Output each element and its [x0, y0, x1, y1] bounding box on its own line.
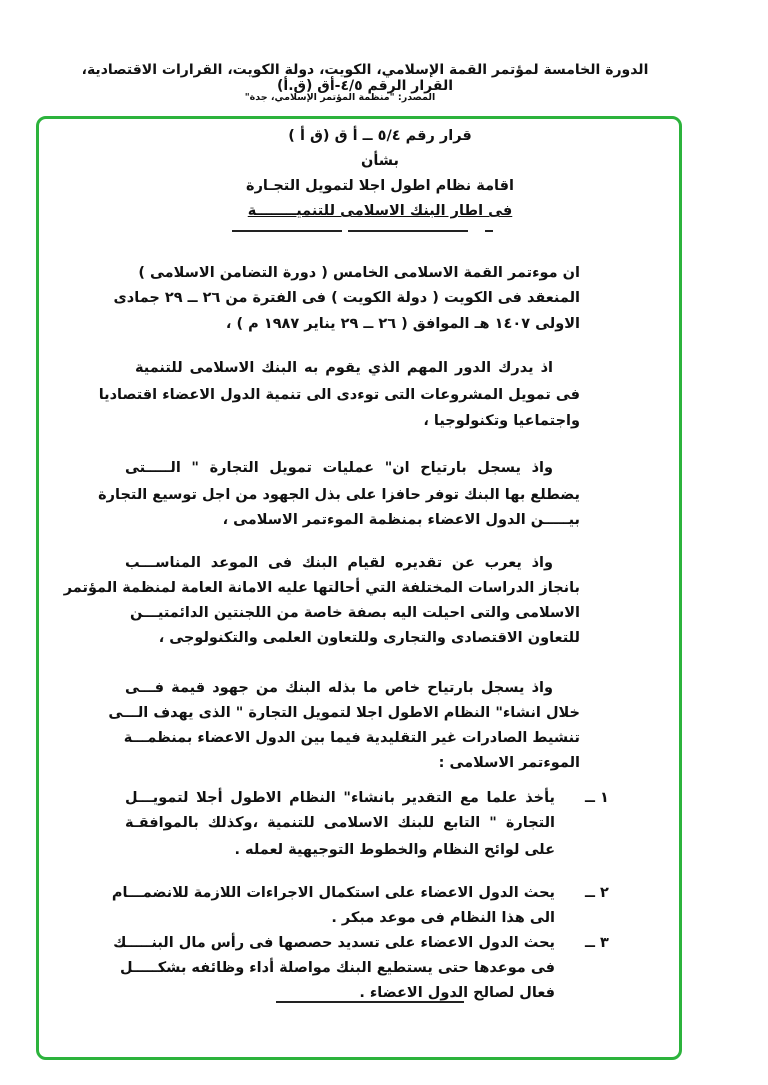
paragraph-line: يضطلع بها البنك توفر حافزا على بذل الجهود من اجل توسيع التجارة: [98, 487, 580, 503]
item-line: يأخذ علما مع التقدير بانشاء" النظام الاطول أجلا لتمويـــل: [125, 790, 555, 806]
paragraph-line: فى تمويل المشروعات التى توءدى الى تنمية الدول الاعضاء اقتصاديا: [98, 387, 580, 403]
paragraph-line: خلال انشاء" النظام الاطول اجلا لتمويل التجارة " الذى يهدف الـــى: [108, 705, 580, 721]
paragraph-line: بيـــــن الدول الاعضاء بمنظمة الموءتمر الاسلامى ،: [222, 512, 580, 528]
resolution-subject-line-2: فى اطار البنك الاسلامى للتنميــــــــة: [247, 203, 513, 219]
title-underline: [348, 230, 468, 232]
paragraph-line: الاولى ١٤٠٧ هـ الموافق ( ٢٦ ــ ٢٩ يناير ١٩٨٧ م ) ،: [225, 316, 580, 332]
paragraph-line: اذ يدرك الدور المهم الذي يقوم به البنك الاسلامى للتنمية: [135, 360, 553, 376]
closing-rule: [276, 1001, 464, 1003]
item-line: فى موعدها حتى يستطيع البنك مواصلة أداء وظائفه بشكـــــل: [120, 960, 555, 976]
resolution-regarding: بشأن: [360, 153, 400, 169]
paragraph-line: واجتماعيا وتكنولوجيا ،: [423, 413, 580, 429]
title-underline: [485, 230, 493, 232]
item-number: ٢ ــ: [585, 885, 609, 901]
document-header-title: الدورة الخامسة لمؤتمر القمة الإسلامي، الكويت، دولة الكويت، القرارات الاقتصادية، القرار الرقم ٤/٥-أق (ق.أ): [81, 62, 649, 94]
item-line: فعال لصالح الدول الاعضاء .: [359, 985, 555, 1001]
title-underline: [232, 230, 342, 232]
paragraph-line: واذ يسجل بارتياح ان" عمليات تمويل التجارة " الـــــتى: [125, 460, 553, 476]
paragraph-line: واذ يسجل بارتياح خاص ما بذله البنك من جهود قيمة فـــى: [125, 680, 553, 696]
item-line: على لوائح النظام والخطوط التوجيهية لعمله .: [234, 842, 555, 858]
document-source: المصدر: "منظمة المؤتمر الإسلامي، جدة": [244, 92, 436, 103]
item-line: يحث الدول الاعضاء على تسديد حصصها فى رأس مال البنـــــك: [113, 935, 555, 951]
item-line: يحث الدول الاعضاء على استكمال الاجراءات اللازمة للانضمـــام: [111, 885, 555, 901]
item-line: الى هذا النظام فى موعد مبكر .: [331, 910, 555, 926]
paragraph-line: بانجاز الدراسات المختلفة التي أحالتها عليه الامانة العامة لمنظمة المؤتمر: [63, 580, 580, 596]
paragraph-line: للتعاون الاقتصادى والتجارى وللتعاون العلمى والتكنولوجى ،: [158, 630, 580, 646]
paragraph-line: الموءتمر الاسلامى :: [438, 755, 580, 771]
item-number: ١ ــ: [585, 790, 609, 806]
item-number: ٣ ــ: [585, 935, 609, 951]
paragraph-line: تنشيط الصادرات غير التقليدية فيما بين الدول الاعضاء بمنظمـــة: [123, 730, 580, 746]
item-line: التجارة " التابع للبنك الاسلامى للتنمية ،وكذلك بالموافقـة: [125, 815, 555, 831]
resolution-number: قرار رقم ٥/٤ ــ أ ق (ق أ ): [288, 128, 472, 144]
paragraph-line: المنعقد فى الكويت ( دولة الكويت ) فى الفترة من ٢٦ ــ ٢٩ جمادى: [113, 290, 580, 306]
paragraph-line: الاسلامى والتى احيلت اليه بصفة خاصة من اللجنتين الدائمتيـــن: [130, 605, 580, 621]
resolution-subject-line-1: اقامة نظام اطول اجلا لتمويل التجـارة: [246, 178, 514, 194]
paragraph-line: واذ يعرب عن تقديره لقيام البنك فى الموعد المناســـب: [125, 555, 553, 571]
paragraph-line: ان موءتمر القمة الاسلامى الخامس ( دورة التضامن الاسلامى ): [138, 265, 580, 281]
